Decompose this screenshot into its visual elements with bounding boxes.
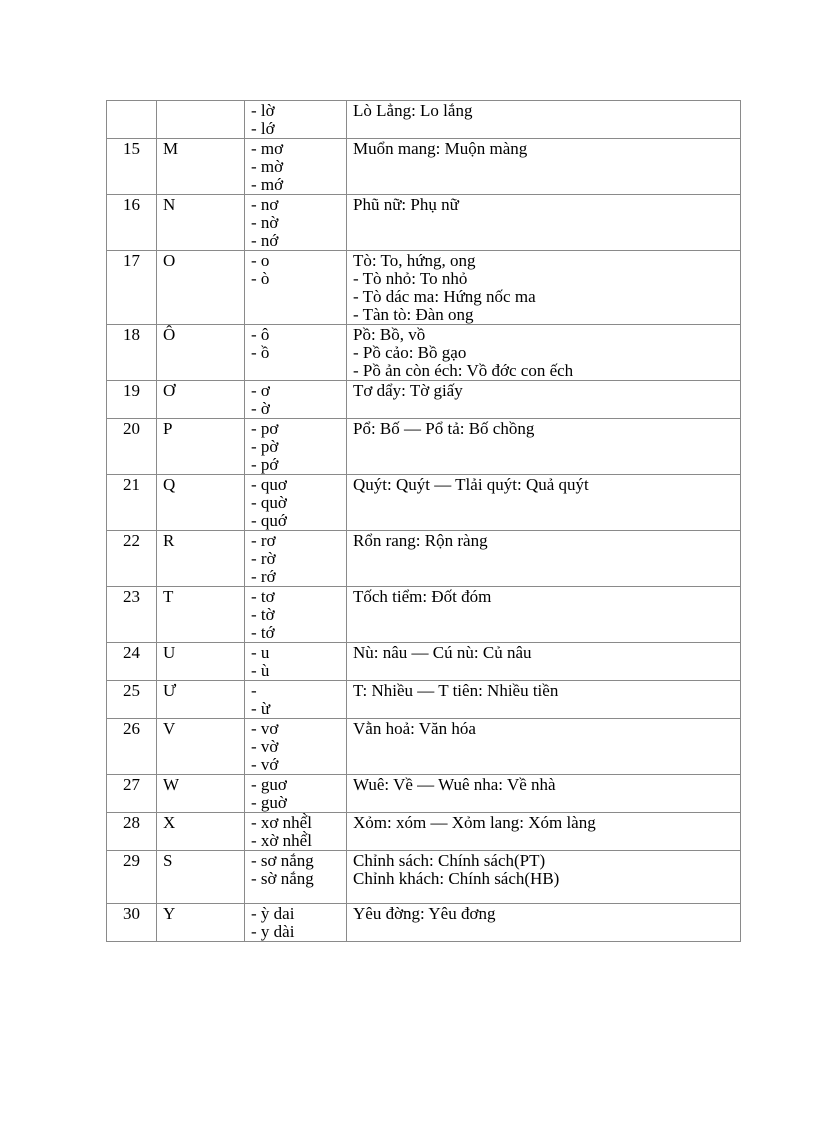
pronunciation-line: - lớ — [251, 119, 275, 138]
example-line: Quýt: Quýt — Tlải quýt: Quả quýt — [353, 475, 589, 494]
row-number-text: 27 — [123, 775, 140, 794]
pronunciation-line: - tờ — [251, 605, 275, 624]
letter-cell — [157, 195, 245, 251]
letter-text: M — [163, 139, 179, 158]
pronunciation-line: - o — [251, 251, 270, 270]
pronunciation-line: - mờ — [251, 157, 284, 176]
example-line: Muổn mang: Muộn màng — [353, 139, 528, 158]
pronunciation-cell — [245, 251, 347, 325]
example-cell — [347, 251, 741, 325]
row-number-text: 22 — [123, 531, 140, 550]
pronunciation-line: - pớ — [251, 455, 279, 474]
row-number-text: 17 — [123, 251, 140, 270]
table-row — [107, 139, 741, 195]
row-number-text: 23 — [123, 587, 140, 606]
table-row — [107, 719, 741, 775]
pronunciation-cell — [245, 851, 347, 904]
row-number — [107, 195, 157, 251]
example-line: Vằn hoả: Văn hóa — [353, 719, 476, 738]
example-cell — [347, 719, 741, 775]
row-number — [107, 475, 157, 531]
letter-cell — [157, 325, 245, 381]
letter-cell — [157, 719, 245, 775]
row-number — [107, 419, 157, 475]
pronunciation-line: - vơ — [251, 719, 279, 738]
pronunciation-line: - xờ nhế̀l — [251, 831, 312, 850]
example-line: T: Nhiều — T tiên: Nhiều tiền — [353, 681, 559, 700]
letter-text: Ô — [163, 325, 176, 344]
example-cell — [347, 775, 741, 813]
example-line: Nù: nâu — Cú nù: Củ nâu — [353, 643, 532, 662]
example-line: - Tò nhỏ: To nhỏ — [353, 269, 468, 288]
pronunciation-line: - ồ — [251, 343, 270, 362]
pronunciation-line: - ò — [251, 269, 270, 288]
example-line: Lò Lẳng: Lo lắng — [353, 101, 473, 120]
pronunciation-line: - rơ — [251, 531, 276, 550]
example-line: Tơ dẩy: Tờ giấy — [353, 381, 463, 400]
example-line: Tò: To, hứng, ong — [353, 251, 476, 270]
letter-cell — [157, 475, 245, 531]
letter-text: N — [163, 195, 176, 214]
letter-cell — [157, 587, 245, 643]
row-number — [107, 251, 157, 325]
row-number — [107, 719, 157, 775]
example-line: Tốch tiểm: Đốt đóm — [353, 587, 492, 606]
row-number-text: 19 — [123, 381, 140, 400]
letter-cell — [157, 381, 245, 419]
pronunciation-line: - quơ — [251, 475, 287, 494]
pronunciation-line: - rờ — [251, 549, 276, 568]
vocabulary-table — [106, 100, 741, 942]
pronunciation-line: - ờ — [251, 399, 270, 418]
row-number-text: 26 — [123, 719, 140, 738]
example-cell — [347, 195, 741, 251]
example-line: - Pồ ản còn éch: Vồ đớc con ếch — [353, 361, 574, 380]
example-line: Rổn rang: Rộn ràng — [353, 531, 488, 550]
pronunciation-cell — [245, 587, 347, 643]
table-row — [107, 643, 741, 681]
letter-text: Ơ — [163, 381, 176, 400]
pronunciation-line: - guờ — [251, 793, 287, 812]
pronunciation-cell — [245, 719, 347, 775]
letter-text: S — [163, 851, 173, 870]
row-number — [107, 775, 157, 813]
pronunciation-line: - mơ — [251, 139, 284, 158]
pronunciation-line: - nơ — [251, 195, 279, 214]
table-row — [107, 813, 741, 851]
row-number-text: 28 — [123, 813, 140, 832]
example-cell — [347, 139, 741, 195]
pronunciation-line: - ỳ dai — [251, 904, 295, 923]
letter-text: X — [163, 813, 176, 832]
table-row — [107, 251, 741, 325]
pronunciation-line: - sờ nắng — [251, 869, 314, 888]
table-row — [107, 101, 741, 139]
row-number — [107, 325, 157, 381]
pronunciation-line: - — [251, 681, 257, 700]
row-number-text: 20 — [123, 419, 140, 438]
letter-text: P — [163, 419, 173, 438]
letter-cell — [157, 531, 245, 587]
letter-cell — [157, 419, 245, 475]
table-row — [107, 851, 741, 904]
row-number-text: 24 — [123, 643, 140, 662]
letter-cell — [157, 813, 245, 851]
pronunciation-cell — [245, 475, 347, 531]
letter-cell — [157, 643, 245, 681]
table-row — [107, 587, 741, 643]
pronunciation-line: - guơ — [251, 775, 287, 794]
row-number — [107, 587, 157, 643]
example-line: Chỉnh khách: Chính sách(HB) — [353, 869, 560, 888]
row-number — [107, 813, 157, 851]
pronunciation-cell — [245, 531, 347, 587]
pronunciation-line: - ô — [251, 325, 270, 344]
pronunciation-line: - rớ — [251, 567, 276, 586]
pronunciation-line: - quớ — [251, 511, 287, 530]
example-cell — [347, 851, 741, 904]
table-row — [107, 419, 741, 475]
row-number-text: 30 — [123, 904, 140, 923]
letter-cell — [157, 851, 245, 904]
example-cell — [347, 475, 741, 531]
example-cell — [347, 419, 741, 475]
pronunciation-cell — [245, 419, 347, 475]
pronunciation-line: - ơ — [251, 381, 270, 400]
letter-text — [163, 102, 238, 120]
letter-cell — [157, 251, 245, 325]
pronunciation-cell — [245, 643, 347, 681]
letter-text: T — [163, 587, 174, 606]
pronunciation-line: - nờ — [251, 213, 279, 232]
table-row — [107, 195, 741, 251]
row-number — [107, 643, 157, 681]
example-cell — [347, 813, 741, 851]
letter-text: R — [163, 531, 175, 550]
pronunciation-cell — [245, 195, 347, 251]
letter-text: U — [163, 643, 176, 662]
example-cell — [347, 325, 741, 381]
pronunciation-cell — [245, 904, 347, 942]
row-number-text: 18 — [123, 325, 140, 344]
table-row — [107, 775, 741, 813]
example-cell — [347, 531, 741, 587]
row-number-text: 15 — [123, 139, 140, 158]
example-cell — [347, 904, 741, 942]
letter-text: Q — [163, 475, 176, 494]
pronunciation-line: - nớ — [251, 231, 279, 250]
table-row — [107, 381, 741, 419]
table-row — [107, 475, 741, 531]
example-cell — [347, 681, 741, 719]
row-number — [107, 851, 157, 904]
letter-text: V — [163, 719, 176, 738]
example-line: Xỏm: xóm — Xỏm lang: Xóm làng — [353, 813, 596, 832]
pronunciation-line: - quờ — [251, 493, 287, 512]
row-number — [107, 139, 157, 195]
example-line: Pổ: Bố — Pổ tả: Bố chồng — [353, 419, 535, 438]
letter-cell — [157, 101, 245, 139]
example-line: - Tò dác ma: Hứng nốc ma — [353, 287, 536, 306]
letter-text: W — [163, 775, 180, 794]
pronunciation-line: - ù — [251, 661, 270, 680]
pronunciation-line: - xơ nhế̀l — [251, 813, 312, 832]
pronunciation-line: - y dài — [251, 922, 295, 941]
row-number-text: 29 — [123, 851, 140, 870]
example-line: Chỉnh sách: Chính sách(PT) — [353, 851, 546, 870]
pronunciation-cell — [245, 775, 347, 813]
table-row — [107, 904, 741, 942]
table-body — [107, 101, 741, 942]
row-number — [107, 531, 157, 587]
letter-cell — [157, 139, 245, 195]
letter-cell — [157, 681, 245, 719]
pronunciation-cell — [245, 325, 347, 381]
pronunciation-line: - lờ — [251, 101, 275, 120]
example-cell — [347, 381, 741, 419]
pronunciation-line: - pờ — [251, 437, 279, 456]
row-number — [107, 101, 157, 139]
pronunciation-line: - ừ — [251, 699, 271, 718]
pronunciation-cell — [245, 813, 347, 851]
pronunciation-line: - u — [251, 643, 270, 662]
example-line: Wuê: Về — Wuê nha: Về nhà — [353, 775, 556, 794]
pronunciation-line: - vờ — [251, 737, 279, 756]
letter-cell — [157, 775, 245, 813]
example-line: - Pồ cảo: Bồ gạo — [353, 343, 467, 362]
row-number-text — [113, 102, 150, 120]
row-number-text: 25 — [123, 681, 140, 700]
pronunciation-cell — [245, 381, 347, 419]
letter-text: Y — [163, 904, 176, 923]
row-number-text: 16 — [123, 195, 140, 214]
table-row — [107, 681, 741, 719]
example-line: Yêu đờng: Yêu đơng — [353, 904, 496, 923]
example-line: - Tàn tò: Đàn ong — [353, 305, 474, 324]
example-cell — [347, 101, 741, 139]
pronunciation-cell — [245, 139, 347, 195]
row-number — [107, 381, 157, 419]
example-line: Phũ nữ: Phụ nữ — [353, 195, 459, 214]
row-number — [107, 904, 157, 942]
pronunciation-line: - tơ — [251, 587, 275, 606]
letter-text: O — [163, 251, 176, 270]
pronunciation-line: - mớ — [251, 175, 284, 194]
pronunciation-line: - vớ — [251, 755, 279, 774]
pronunciation-line: - sơ nắng — [251, 851, 314, 870]
letter-cell — [157, 904, 245, 942]
example-cell — [347, 587, 741, 643]
letter-text: Ư — [163, 681, 177, 700]
pronunciation-line: - tớ — [251, 623, 275, 642]
pronunciation-cell — [245, 681, 347, 719]
table-row — [107, 531, 741, 587]
row-number — [107, 681, 157, 719]
row-number-text: 21 — [123, 475, 140, 494]
pronunciation-cell — [245, 101, 347, 139]
example-cell — [347, 643, 741, 681]
table-row — [107, 325, 741, 381]
pronunciation-line: - pơ — [251, 419, 279, 438]
example-line: Pồ: Bồ, vồ — [353, 325, 426, 344]
